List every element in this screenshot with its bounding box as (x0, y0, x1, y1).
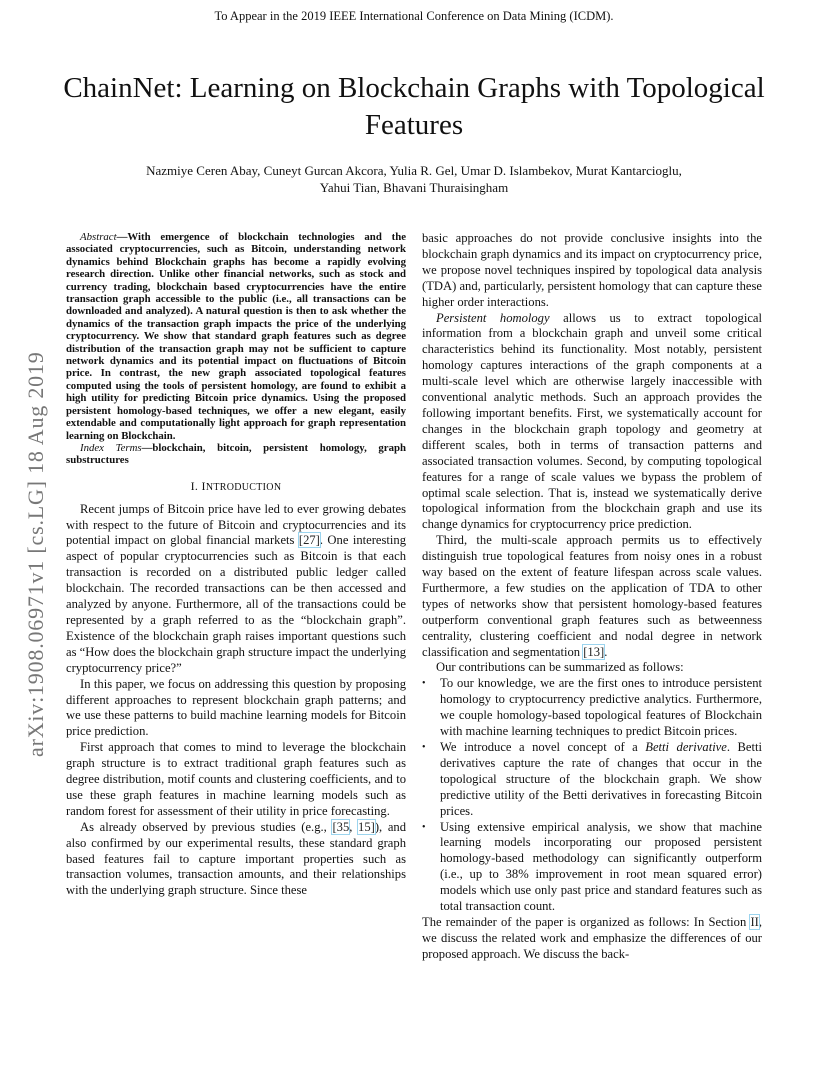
citation-link[interactable]: [27] (298, 533, 320, 548)
bullet-icon: • (422, 821, 426, 833)
bullet-text: Using extensive empirical analysis, we show that machine learning models incorporating our proposed persistent homology-based methodology can significantly outperform (i.e., up to 38% improvement in root mean squared error) models which use only past price and standard features such as total transaction count. (440, 819, 762, 914)
right-paragraph-3 (422, 533, 762, 660)
abstract-label: Abstract (80, 231, 117, 243)
right-paragraph-2 (422, 311, 762, 534)
index-terms (66, 442, 406, 467)
contribution-bullet-3 (422, 820, 762, 915)
arxiv-stamp: arXiv:1908.06971v1 [cs.LG] 18 Aug 2019 (23, 351, 48, 757)
bullet-text: To our knowledge, we are the first ones to introduce persistent homology to cryptocurrency predictive analytics. Furthermore, we couple homology-based topological features of Blockchain with machine learning techniques to predict Bitcoin prices. (440, 676, 762, 739)
bullet-icon: • (422, 678, 426, 690)
conference-header: To Appear in the 2019 IEEE International Conference on Data Mining (ICDM). (214, 9, 614, 23)
index-terms-label: Index Terms (80, 441, 142, 454)
bullet-text (440, 740, 762, 820)
emphasis-persistent-homology: Persistent homology (436, 310, 550, 325)
right-p3-text-a: Third, the multi-scale approach permits us to effectively distinguish true topological features from noisy ones in a robust way based on the extent of feature lifespan across scale values. Furthermore, a few studies on the application of TDA to other types of networks show that persistent homology-based features outperform conventional graph features such as betweenness centrality, clustering coefficient and nodal degree in network classification and segmentation (422, 533, 762, 659)
intro-paragraph-3: First approach that comes to mind to leverage the blockchain graph structure is to extract traditional graph features such as degree distribution, motif counts and clustering coefficients, and to use these graph features in machine learning models such as random forest for assessment of their utility in price forecasting. (66, 740, 406, 818)
bullet-2-text-a: We introduce a novel concept of a (440, 740, 646, 754)
intro-paragraph-4 (66, 820, 406, 900)
right-paragraph-5 (422, 915, 762, 963)
citation-separator: , (349, 819, 359, 834)
section-numeral: I. (190, 478, 202, 493)
emphasis-betti-derivative: Betti derivative (645, 740, 727, 754)
left-column (66, 231, 406, 899)
paper-title: ChainNet: Learning on Blockchain Graphs with Topological Features (63, 72, 765, 141)
intro-paragraph-2: In this paper, we focus on addressing this question by proposing different approaches to represent blockchain graph patterns; and we use these patterns to build machine learning models for Bitcoin price prediction. (66, 676, 406, 739)
bullet-2-text-b: . Betti derivatives capture the rate of changes that occur in the topological structure of the blockchain graph. We show predictive utility of the Betti derivatives in forecasting Bitcoin prices. (440, 740, 762, 818)
contribution-bullet-2 (422, 740, 762, 820)
section-heading-introduction (66, 479, 406, 496)
abstract (66, 231, 406, 442)
citation-link[interactable]: [13] (583, 644, 605, 659)
intro-p1-text-a: Recent jumps of Bitcoin price have led to ever growing debates with respect to the future of Bitcoin and cryptocurrencies and its potential impact on global financial markets (66, 501, 406, 548)
abstract-text: —With emergence of blockchain technologies and the associated cryptocurrencies, such as Bitcoin, understanding network dynamics behind Blockchain graphs has become a rapidly evolving research direction. Unlike other financial networks, such as stock and currency trading, blockchain based cryptocurrencies have the entire transaction graph accessible to the public (i.e., all transactions can be downloaded and analyzed). A natural question is then to ask whether the dynamics of the transaction graph impacts the price of the underlying cryptocurrency. We show that standard graph features such as degree distribution of the transaction graph may not be sufficient to capture network dynamics and its potential impact on fluctuations of Bitcoin price. In contrast, the new graph associated topological features computed using the tools of persistent homology, are found to exhibit a high utility for predicting Bitcoin price dynamics. Using the proposed persistent homology-based techniques, we offer a new elegant, easily extendable and computationally light approach for graph representation learning on Blockchain. (66, 231, 406, 442)
intro-p4-text-a: As already observed by previous studies (e.g., (80, 819, 333, 834)
bullet-icon: • (422, 742, 426, 753)
citation-link[interactable]: [35 (332, 819, 350, 834)
right-column (422, 231, 762, 963)
index-terms-text: —blockchain, bitcoin, persistent homology, graph substructures (66, 441, 406, 467)
contribution-bullet-1 (422, 676, 762, 740)
author-list (60, 162, 768, 196)
intro-p4-text-b: ), and also confirmed by our experimental results, these standard graph based features fail to capture important properties such as transaction volumes, transaction amounts, and their relationships with the underlying graph structure. Since these (66, 819, 407, 898)
section-first-letter: I (201, 478, 206, 493)
intro-paragraph-1 (66, 502, 406, 677)
authors-line-2: Yahui Tian, Bhavani Thuraisingham (319, 180, 509, 195)
intro-p1-text-b: . One interesting aspect of popular cryptocurrencies such as Bitcoin is that each transaction is recorded on a distributed public ledger called blockchain. The recorded transactions can be then accessed and analyzed by anyone. Furthermore, all of the transactions could be represented by a graph referred to as the “blockchain graph”. Existence of the blockchain graph raises important questions such as “How does the blockchain graph structure impact the underlying cryptocurrency price?” (66, 533, 406, 675)
authors-line-1: Nazmiye Ceren Abay, Cuneyt Gurcan Akcora, Yulia R. Gel, Umar D. Islambekov, Murat Kantarcioglu, (146, 163, 682, 178)
right-paragraph-1: basic approaches do not provide conclusive insights into the blockchain graph dynamics and its impact on cryptocurrency price, we propose novel techniques inspired by topological data analysis (TDA) and, particularly, persistent homology that can capture these higher order interactions. (422, 231, 762, 309)
right-p3-text-b: . (604, 644, 608, 659)
right-p2-text: allows us to extract topological information from a blockchain graph and unveil some critical characteristics behind its functionality. Most notably, persistent homology captures interactions of the graph components at a multi-scale level which are otherwise largely inaccessible with conventional analytic methods. Such an approach provides the following important benefits. First, we systematically account for changes in the blockchain graph topology and geometry at different scales, both in terms of transaction patterns and associated transaction volumes. Second, by computing topological features for a range of scale values we bypass the problem of optimal scale selection. That is, instead we systematically derive topological information from the blockchain graph and use its change dynamics for cryptocurrency price prediction. (422, 310, 762, 532)
citation-link[interactable]: 15] (358, 819, 375, 834)
right-p5-text-b: , we discuss the related work and emphasize the differences of our proposed approach. We discuss the back- (422, 914, 762, 961)
section-rest: NTRODUCTION (205, 481, 282, 493)
right-p5-text-a: The remainder of the paper is organized as follows: In Section (422, 914, 751, 929)
section-link[interactable]: II (750, 914, 759, 929)
right-paragraph-4: Our contributions can be summarized as follows: (436, 660, 684, 675)
